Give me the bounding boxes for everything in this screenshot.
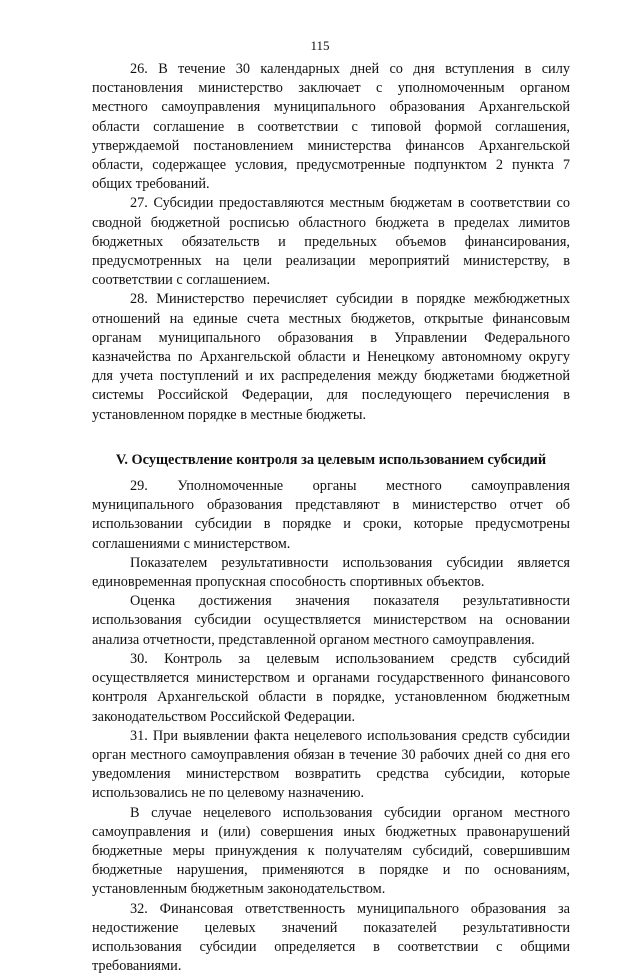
paragraph-misuse-measures: В случае нецелевого использования субсидии органом местного самоуправления и (или) совершения иных бюджетных правонарушений бюджетные меры принуждения к получателям субсидий, совершившим бюджетные нарушения, применяются в порядке и по основаниям, установленным бюджетным законодательством. [92,804,570,898]
paragraph-27: 27. Субсидии предоставляются местным бюджетам в соответствии со сводной бюджетной росписью областного бюджета в пределах лимитов бюджетных обязательств и предельных объемов финансирования, предусмотренных на цели реализации мероприятий министерству, в соответствии с соглашением. [92,195,570,289]
paragraph-32: 32. Финансовая ответственность муниципального образования за недостижение целевых значений показателей результативности использования субсидии определяется в соответствии с общими требованиями. [92,900,570,975]
paragraph-29: 29. Уполномоченные органы местного самоуправления муниципального образования представляют в министерство отчет об использовании субсидии в порядке и сроки, которые предусмотрены соглашениями с министерством. [92,478,570,552]
document-body [92,60,570,976]
section-heading: V. Осуществление контроля за целевым использованием субсидий [115,451,547,468]
paragraph-26: 26. В течение 30 календарных дней со дня вступления в силу постановления министерство заключает с уполномоченным органом местного самоуправления муниципального образования Архангельской области соглашение в соответствии с типовой формой соглашения, утверждаемой постановлением министерства финансов Архангельской области, содержащее условия, предусмотренные подпунктом 2 пункта 7 общих требований. [92,61,570,193]
paragraph-performance-indicator: Показателем результативности использования субсидии является единовременная пропускная способность спортивных объектов. [92,554,570,591]
page-number: 115 [310,38,330,53]
paragraph-performance-assessment: Оценка достижения значения показателя результативности использования субсидии осуществляется министерством на основании анализа отчетности, представленной органом местного самоуправления. [92,593,570,648]
paragraph-30: 30. Контроль за целевым использованием средств субсидий осуществляется министерством и органами государственного финансового контроля Архангельской области в порядке, установленном бюджетным законодательством Российской Федерации. [92,650,570,725]
paragraph-28: 28. Министерство перечисляет субсидии в порядке межбюджетных отношений на единые счета местных бюджетов, открытые финансовым органам муниципального образования в Управлении Федерального казначейства по Архангельской области и Ненецкому автономному округу для учета поступлений и их распределения между бюджетами бюджетной системы Российской Федерации, для последующего перечисления в установленном порядке в местные бюджеты. [92,291,570,423]
paragraph-31: 31. При выявлении факта нецелевого использования средств субсидии орган местного самоуправления обязан в течение 30 рабочих дней со дня его уведомления министерством возвратить средства субсидии, которые использовались не по целевому назначению. [92,727,570,802]
